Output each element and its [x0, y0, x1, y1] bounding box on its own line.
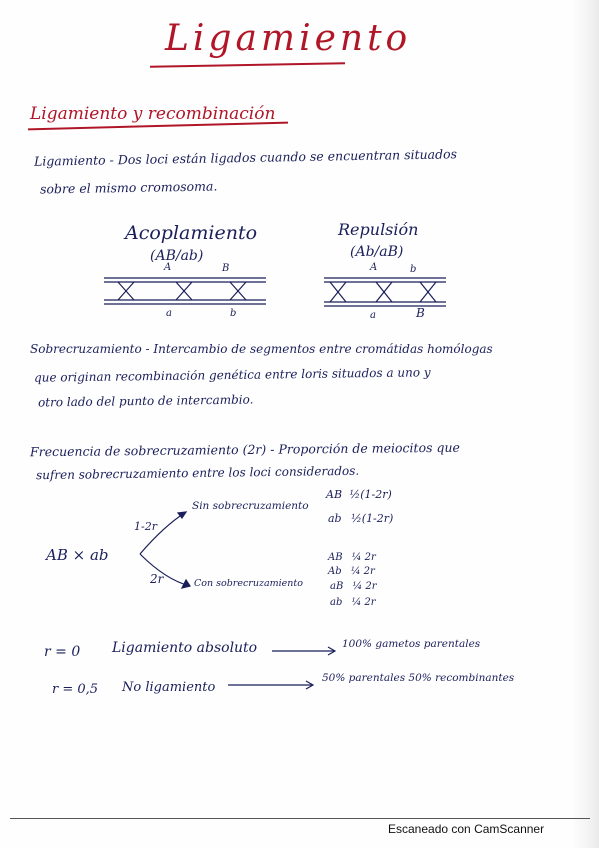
footer-divider: [10, 818, 590, 819]
ligamiento-def-line2: sobre el mismo cromosoma.: [39, 178, 218, 197]
repulsion-label: Repulsión: [338, 220, 419, 239]
sobrecruzamiento-def-line2: que originan recombinación genética entre loris situados a uno y: [33, 365, 431, 385]
case-r0-result: 100% gametos parentales: [342, 638, 481, 650]
gamete-row: [326, 488, 392, 501]
gamete-row: [328, 566, 375, 577]
repulsion-bot-a: a: [370, 310, 376, 321]
case-r0-description: Ligamiento absoluto: [112, 640, 258, 656]
gamete-row: [330, 581, 377, 592]
acoplamiento-bot-b: b: [230, 308, 237, 319]
sobrecruzamiento-def-line1: Sobrecruzamiento - Intercambio de segmentos entre cromátidas homólogas: [30, 342, 493, 356]
repulsion-top-a: A: [370, 262, 378, 273]
case-r0-value: r = 0: [44, 644, 81, 660]
gamete-frequency: ½(1-2r): [351, 512, 394, 525]
scanner-watermark: Escaneado con CamScanner: [388, 822, 545, 836]
gamete-genotype: AB: [328, 552, 343, 563]
gamete-genotype: ab: [328, 512, 342, 525]
acoplamiento-top-b: B: [222, 263, 230, 274]
lower-branch-freq: 2r: [150, 572, 164, 586]
page-edge-shadow: [571, 0, 599, 848]
case-r05-result: 50% parentales 50% recombinantes: [322, 672, 515, 684]
acoplamiento-bot-a: a: [166, 308, 172, 319]
gamete-row: [328, 512, 393, 525]
acoplamiento-chromosomes: [100, 270, 270, 312]
gamete-frequency: ¼ 2r: [351, 597, 376, 608]
gamete-genotype: AB: [326, 488, 343, 501]
gamete-frequency: ¼ 2r: [352, 581, 377, 592]
lower-branch-label: Con sobrecruzamiento: [194, 578, 303, 589]
gamete-genotype: aB: [330, 581, 344, 592]
gamete-row: [328, 552, 376, 563]
gamete-frequency: ½(1-2r): [349, 488, 392, 501]
gamete-row: [330, 597, 376, 608]
gamete-frequency: ¼ 2r: [350, 566, 375, 577]
repulsion-top-b: b: [410, 264, 417, 275]
acoplamiento-top-a: A: [164, 262, 172, 273]
upper-branch-label: Sin sobrecruzamiento: [192, 500, 309, 512]
gamete-genotype: ab: [330, 597, 343, 608]
case-r05-value: r = 0,5: [52, 682, 99, 697]
repulsion-bot-b: B: [416, 306, 425, 320]
cross-parent: AB × ab: [46, 546, 109, 564]
upper-branch-freq: 1-2r: [134, 520, 157, 533]
acoplamiento-label: Acoplamiento: [125, 222, 258, 244]
frecuencia-def-line2: sufren sobrecruzamiento entre los loci considerados.: [35, 463, 360, 483]
repulsion-chromosomes: [320, 272, 450, 314]
section-heading: Ligamiento y recombinación: [30, 104, 276, 124]
gamete-genotype: Ab: [328, 566, 342, 577]
ligamiento-def-line1: Ligamiento - Dos loci están ligados cuando se encuentran situados: [33, 146, 458, 169]
acoplamiento-genotype: (AB/ab): [150, 248, 204, 264]
case-r05-description: No ligamiento: [122, 680, 216, 695]
case-r05-arrow: [226, 678, 318, 692]
repulsion-genotype: (Ab/aB): [350, 244, 404, 260]
gamete-frequency: ¼ 2r: [351, 552, 376, 563]
page-title: Ligamiento: [165, 18, 412, 59]
sobrecruzamiento-def-line3: otro lado del punto de intercambio.: [37, 392, 254, 410]
title-underline: [150, 62, 345, 67]
case-r0-arrow: [270, 644, 340, 658]
frecuencia-def-line1: Frecuencia de sobrecruzamiento (2r) - Proporción de meiocitos que: [29, 439, 460, 460]
